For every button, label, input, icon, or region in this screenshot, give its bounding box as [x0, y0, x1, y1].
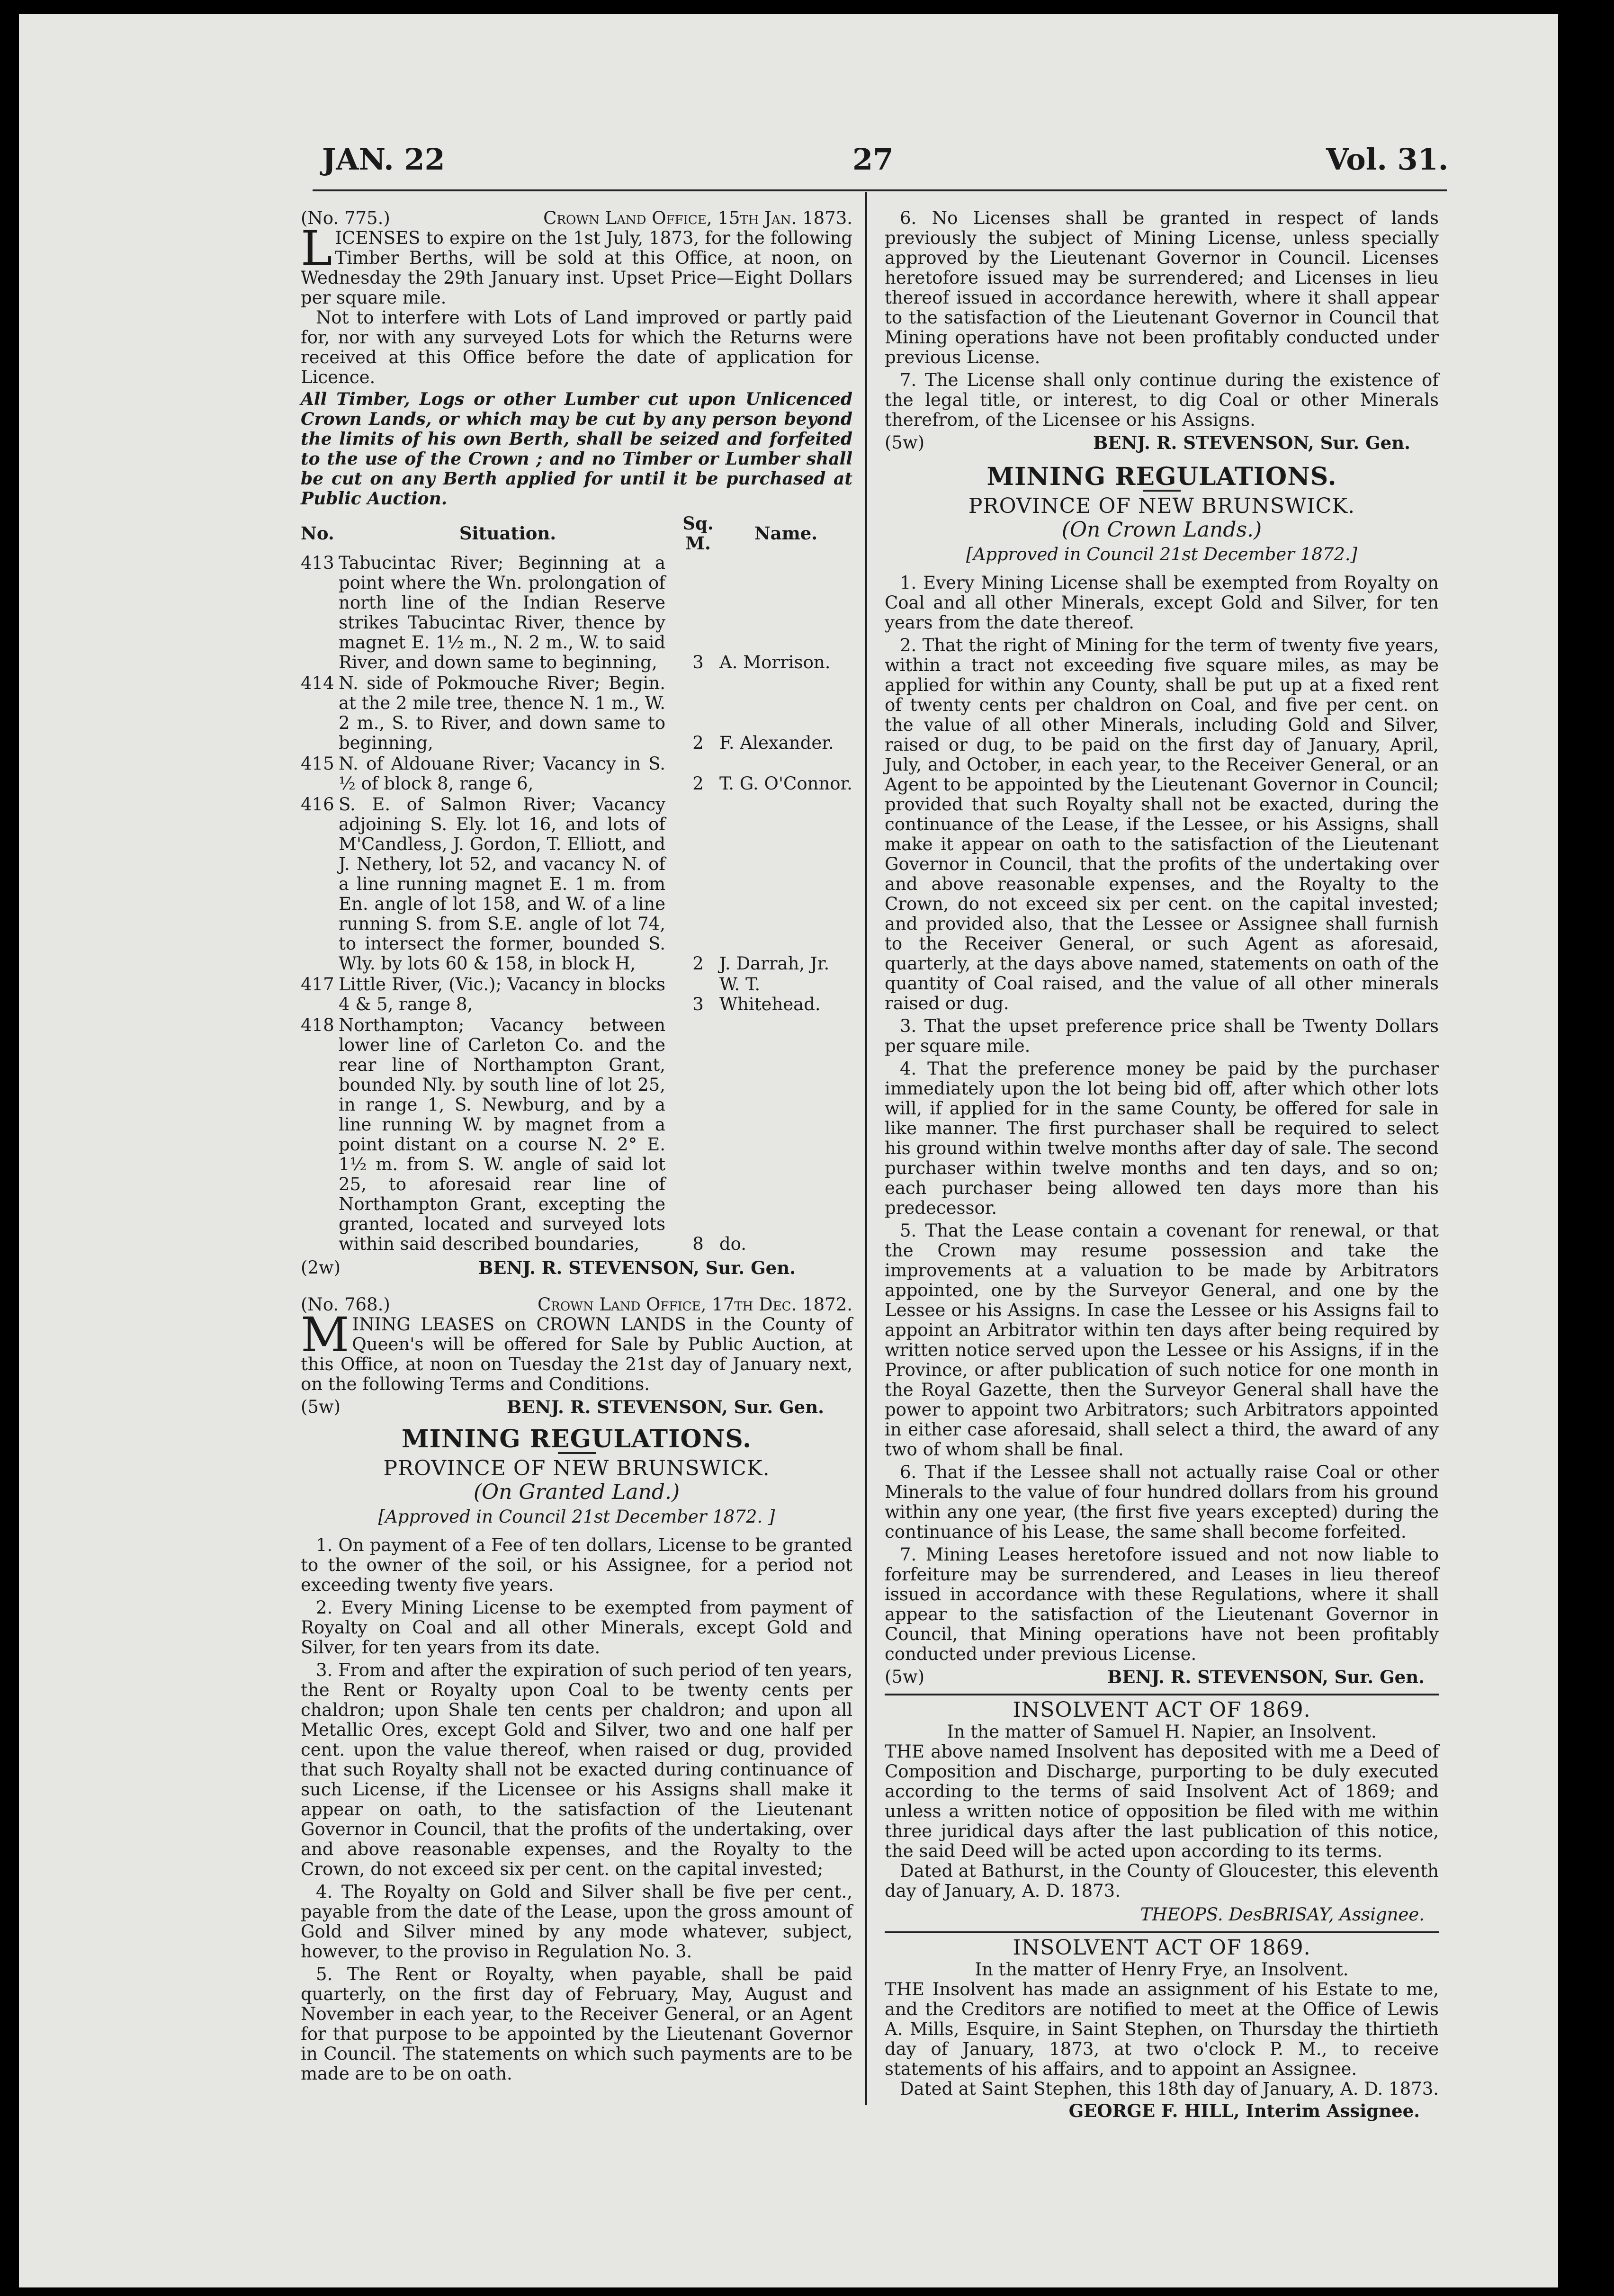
section-title: MINING REGULATIONS. — [986, 462, 1337, 491]
berth-name: J. Darrah, Jr. — [719, 953, 830, 974]
section-divider — [885, 1931, 1439, 1933]
berth-name: W. T. Whitehead. — [719, 974, 821, 1014]
col-header-name: Name. — [754, 523, 818, 544]
mining-regulations-granted — [301, 1425, 852, 2084]
section-subtitle: (On Crown Lands.) — [1061, 518, 1262, 542]
berth-number: 416 — [301, 794, 334, 815]
notice-body: THE above named Insolvent has deposited with me a Deed of Composition and Discharge, purporting to be duly executed according to the terms of said Insolvent Act of 1869; and unless a written notice of opposition be filed with me within three juridical days after the last publication of this notice, the said Deed will be acted upon according to its terms. — [885, 1741, 1439, 1861]
insolvent-notice-napier — [885, 1700, 1439, 1925]
berth-situation: Little River, (Vic.); Vacancy in blocks 4 & 5, range 8, — [339, 974, 665, 1014]
regulation-item: 5. That the Lease contain a covenant for renewal, or that the Crown may resume possession and take the improvements at a valuation to be made by Arbitrators appointed, one by the Surveyor General, and one by the Lessee or his Assigns. In case the Lessee or his Assigns fail to appoint an Arbitrator within ten days after being required by written notice served upon the Lessee or his Assigns, if in the Province, or after publication of such notice for one month in the Royal Gazette, then the Surveyor General shall have the power to appoint two Arbitrators; such Arbitrators appointed in either case aforesaid, shall select a third, the award of any two of whom shall be final. — [885, 1220, 1439, 1460]
approval-note: [Approved in Council 21st December 1872.] — [966, 544, 1357, 565]
left-column — [301, 208, 852, 2084]
drop-cap: L — [301, 221, 332, 276]
berth-sqm: 3 — [692, 652, 704, 673]
regulation-item: 2. That the right of Mining for the term of twenty five years, within a tract not exceeding five square miles, as may be applied for within any County, shall be put up at a fixed rent of twenty cents per chaldron on Coal, and five per cent. on the value of all other Minerals, including Gold and Silver, raised or dug, to be paid on the first day of January, April, July, and October, in each year, to the Receiver General, or an Agent to be appointed by the Lieutenant Governor in Council; provided that such Royalty shall not be exacted, during the continuance of the Lease, if the Lessee, or his Assigns, shall make it appear on oath to the satisfaction of the Lieutenant Governor in Council, that the profits of the undertaking over and above reasonable expenses, and the Royalty to the Crown, do not exceed six per cent. on the capital invested; and provided also, that the Lessee or Assignee shall furnish to the Receiver General, or such Agent as aforesaid, quarterly, at the days above named, statements on oath of the quantity of Coal raised, and the value of all other minerals raised or dug. — [885, 635, 1439, 1013]
regulation-item: 7. The License shall only continue during the existence of the legal title, or interest, to dig Coal or other Minerals therefrom, of the Licensee or his Assigns. — [885, 370, 1439, 430]
signature: BENJ. R. STEVENSON, Sur. Gen. — [507, 1397, 824, 1417]
berth-number: 414 — [301, 673, 334, 693]
insertion-count: (5w) — [885, 432, 925, 453]
regulation-item: 6. No Licenses shall be granted in respect of lands previously the subject of Mining License, unless specially approved by the Lieutenant Governor in Council. Licenses heretofore issued may be surrendered; and Licenses in lieu thereof issued in accordance herewith, where it shall appear to the satisfaction of the Lieutenant Governor in Council that Mining operations have not been profitably conducted under previous License. — [885, 208, 1439, 368]
signature: GEORGE F. HILL, Interim Assignee. — [1068, 2100, 1420, 2121]
berth-sqm: 2 — [692, 733, 704, 753]
notice-title: INSOLVENT ACT OF 1869. — [1013, 1698, 1311, 1722]
insertion-count: (5w) — [885, 1667, 925, 1687]
volume-number: Vol. 31. — [1326, 142, 1449, 177]
province-heading: PROVINCE OF NEW BRUNSWICK. — [968, 494, 1355, 518]
berth-number: 417 — [301, 974, 334, 995]
berth-situation: N. side of Pokmouche River; Begin. at the 2 mile tree, thence N. 1 m., W. 2 m., S. to River, and down same to beginning, — [339, 673, 665, 753]
berth-situation: Northampton; Vacancy between lower line of Carleton Co. and the rear line of Northampton Grant, bounded Nly. by south line of lot 25, in range 1, S. Newburg, and by a line running W. by magnet from a point distant on a course N. 2° E. 1½ m. from S. W. angle of said lot 25, to aforesaid rear line of Northampton Grant, excepting the granted, located and surveyed lots within said described boundaries, — [339, 1015, 665, 1254]
insertion-count: (5w) — [301, 1397, 341, 1417]
timber-berths-table — [301, 513, 852, 1255]
notice-matter: In the matter of Henry Frye, an Insolvent. — [975, 1959, 1349, 1980]
page-number: 27 — [852, 142, 894, 177]
regulation-item: 7. Mining Leases heretofore issued and not now liable to forfeiture may be surrendered, and Leases in lieu thereof issued in accordance with these Regulations, where it shall appear to the satisfaction of the Lieutenant Governor in Council, that Mining operations have not been profitably conducted under previous License. — [885, 1544, 1439, 1664]
regulation-item: 6. That if the Lessee shall not actually raise Coal or other Minerals to the value of four hundred dollars from his ground within any one year, (the first five years excepted) during the continuance of his Lease, the same shall become forfeited. — [885, 1462, 1439, 1542]
berth-number: 413 — [301, 553, 334, 573]
notice-number: (No. 768.) — [301, 1294, 390, 1315]
berth-name: A. Morrison. — [719, 652, 831, 673]
berth-number: 415 — [301, 753, 334, 774]
header-rule — [313, 189, 1447, 191]
signature: BENJ. R. STEVENSON, Sur. Gen. — [478, 1257, 796, 1278]
berth-name: F. Alexander. — [719, 733, 834, 753]
insolvent-notice-frye — [885, 1938, 1439, 2121]
insertion-count: (2w) — [301, 1257, 341, 1278]
regulation-item: 4. The Royalty on Gold and Silver shall be five per cent., payable from the date of the Lease, upon the gross amount of Gold and Silver mined by any mode whatever, subject, however, to the proviso in Regulation No. 3. — [301, 1882, 852, 1962]
table-row — [301, 1015, 852, 1255]
table-row — [301, 795, 852, 975]
col-header-sqm: Sq. M. — [682, 513, 714, 554]
mining-regulations-crown — [885, 462, 1439, 1687]
signature: BENJ. R. STEVENSON, Sur. Gen. — [1107, 1667, 1425, 1687]
berth-sqm: 8 — [692, 1234, 704, 1254]
notice-body: THE Insolvent has made an assignment of his Estate to me, and the Creditors are notified to meet at the Office of Lewis A. Mills, Esquire, in Saint Stephen, on Thursday the thirtieth day of January, 1873, at two o'clock P. M., to receive statements of his affairs, and to appoint an Assignee. — [885, 1979, 1439, 2079]
notice-office-date: Crown Land Office, 15th Jan. 1873. — [543, 208, 852, 228]
table-row — [301, 553, 852, 673]
regulation-item: 3. From and after the expiration of such period of ten years, the Rent or Royalty upon Coal to be twenty cents per chaldron; upon Shale ten cents per chaldron; and upon all Metallic Ores, except Gold and Silver, two and one half per cent. upon the value thereof, when raised or dug, provided that such Royalty shall not be exacted during continuance of such License, if the Licensee or his Assigns shall make it appear on oath, to the satisfaction of the Lieutenant Governor in Council, that the profits of the undertaking, over and above reasonable expenses, and the Royalty to the Crown, do not exceed six per cent. on the capital invested; — [301, 1660, 852, 1879]
notice-paragraph: Not to interfere with Lots of Land improved or partly paid for, nor with any surveyed Lots for which the Returns were received at this Office before the date of application for Licence. — [301, 307, 852, 387]
approval-note: [Approved in Council 21st December 1872. ] — [378, 1507, 775, 1527]
notice-warning: All Timber, Logs or other Lumber cut upon Unlicenced Crown Lands, or which may be cut by any person beyond the limits of his own Berth, shall be seized and forfeited to the use of the Crown ; and no Timber or Lumber shall be cut on any Berth applied for until it be purchased at Public Auction. — [301, 389, 852, 509]
notice-body: INING LEASES on CROWN LANDS in the County of Queen's will be offered for Sale by Public Auction, at this Office, at noon on Tuesday the 21st day of January next, on the following Terms and Conditions. — [301, 1314, 852, 1394]
berth-sqm: 2 — [692, 773, 704, 794]
regulation-item: 1. Every Mining License shall be exempted from Royalty on Coal and all other Minerals, except Gold and Silver, for ten years from the date thereof. — [885, 573, 1439, 633]
table-row — [301, 975, 852, 1015]
berth-situation: Tabucintac River; Beginning at a point where the Wn. prolongation of north line of the Indian Reserve strikes Tabucintac River, thence by magnet E. 1½ m., N. 2 m., W. to said River, and down same to beginning, — [339, 553, 665, 673]
regulation-item: 1. On payment of a Fee of ten dollars, License to be granted to the owner of the soil, or his Assignee, for a period not exceeding twenty five years. — [301, 1535, 852, 1595]
province-heading: PROVINCE OF NEW BRUNSWICK. — [383, 1456, 770, 1480]
notice-dated: Dated at Saint Stephen, this 18th day of January, A. D. 1873. — [900, 2079, 1439, 2099]
notice-768 — [301, 1295, 852, 1417]
notice-775 — [301, 208, 852, 1278]
table-row — [301, 673, 852, 754]
notice-body: ICENSES to expire on the 1st July, 1873, for the following Timber Berths, will be sold at this Office, at noon, on Wednesday the 29th January inst. Upset Price—Eight Dollars per square mile. — [301, 228, 852, 308]
berth-sqm: 2 — [692, 953, 704, 974]
notice-office-date: Crown Land Office, 17th Dec. 1872. — [537, 1294, 852, 1315]
issue-date: JAN. 22 — [322, 142, 445, 177]
regulation-item: 3. That the upset preference price shall be Twenty Dollars per square mile. — [885, 1016, 1439, 1056]
column-separator — [865, 192, 867, 2105]
col-header-situation: Situation. — [459, 523, 556, 544]
right-column — [885, 208, 1439, 2121]
col-header-no: No. — [301, 523, 334, 544]
berth-sqm: 3 — [692, 994, 704, 1014]
signature: THEOPS. DesBRISAY, Assignee. — [1140, 1904, 1425, 1925]
notice-matter: In the matter of Samuel H. Napier, an Insolvent. — [947, 1722, 1377, 1742]
regulation-item: 4. That the preference money be paid by the purchaser immediately upon the lot being bid off, after which other lots will, if applied for in the same County, be offered for sale in like manner. The first purchaser shall be required to select his ground within twelve months after day of sale. The second purchaser within twelve months and ten days, and so on; each purchaser being allowed ten days more than his predecessor. — [885, 1058, 1439, 1218]
section-divider — [885, 1694, 1439, 1695]
berth-name: T. G. O'Connor. — [719, 773, 852, 794]
berth-name: do. — [719, 1234, 747, 1254]
notice-number: (No. 775.) — [301, 208, 390, 228]
notice-dated: Dated at Bathurst, in the County of Gloucester, this eleventh day of January, A. D. 1873. — [885, 1861, 1439, 1901]
section-title: MINING REGULATIONS. — [401, 1425, 752, 1453]
regulation-item: 5. The Rent or Royalty, when payable, shall be paid quarterly, on the first day of February, May, August and November in each year, to the Receiver General, or an Agent for that purpose to be appointed by the Lieutenant Governor in Council. The statements on which such payments are to be made are to be on oath. — [301, 1964, 852, 2084]
drop-cap: M — [301, 1307, 350, 1363]
berth-situation: N. of Aldouane River; Vacancy in S. ½ of block 8, range 6, — [339, 753, 665, 794]
table-row — [301, 754, 852, 795]
notice-title: INSOLVENT ACT OF 1869. — [1013, 1936, 1311, 1960]
section-subtitle: (On Granted Land.) — [473, 1480, 680, 1504]
signature: BENJ. R. STEVENSON, Sur. Gen. — [1093, 432, 1410, 453]
regulation-item: 2. Every Mining License to be exempted from payment of Royalty on Coal and all other Minerals, except Gold and Silver, for ten years from its date. — [301, 1597, 852, 1658]
table-header-row — [301, 513, 852, 553]
berth-number: 418 — [301, 1015, 334, 1035]
berth-situation: S. E. of Salmon River; Vacancy adjoining S. Ely. lot 16, and lots of M'Candless, J. Gordon, T. Elliott, and J. Nethery, lot 52, and vacancy N. of a line running magnet E. 1 m. from En. angle of lot 158, and W. of a line running S. from S.E. angle of lot 74, to intersect the former, bounded S. Wly. by lots 60 & 158, in block H, — [339, 794, 665, 974]
